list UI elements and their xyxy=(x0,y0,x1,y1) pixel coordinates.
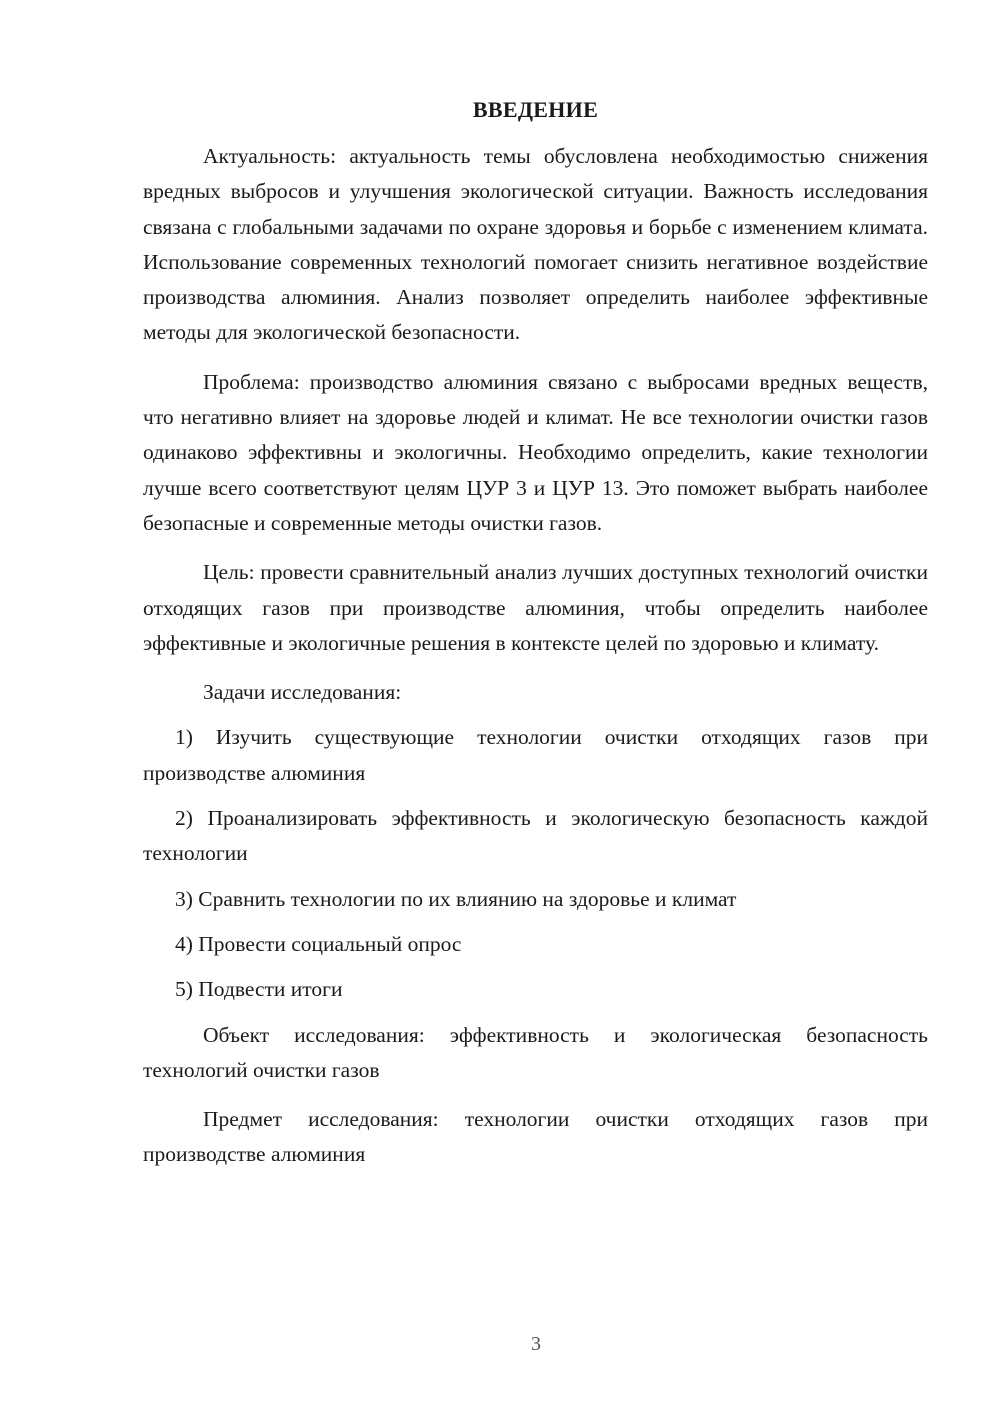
paragraph-subject: Предмет исследования: технологии очистки отходящих газов при производстве алюминия xyxy=(143,1107,928,1167)
task-item-1: 1) Изучить существующие технологии очистки отходящих газов при производстве алюминия xyxy=(143,725,928,785)
document-page xyxy=(143,94,928,1187)
tasks-title: Задачи исследования: xyxy=(203,680,402,705)
task-item-4: 4) Провести социальный опрос xyxy=(175,931,462,956)
paragraph-goal: Цель: провести сравнительный анализ лучших доступных технологий очистки отходящих газов при производстве алюминия, чтобы определить наиболее эффективные и экологичные решения в контексте целей по здоровью и климату. xyxy=(143,560,928,655)
task-item-2: 2) Проанализировать эффективность и экологическую безопасность каждой технологии xyxy=(143,806,928,866)
paragraph-problem: Проблема: производство алюминия связано с выбросами вредных веществ, что негативно влияет на здоровье людей и климат. Не все технологии очистки газов одинаково эффективны и экологичны. Необходимо определить, какие технологии лучше всего соответствуют целям ЦУР 3 и ЦУР 13. Это поможет выбрать наиболее безопасные и современные методы очистки газов. xyxy=(143,369,928,535)
paragraph-relevance: Актуальность: актуальность темы обусловлена необходимостью снижения вредных выбросов и улучшения экологической ситуации. Важность исследования связана с глобальными задачами по охране здоровья и борьбе с изменением климата. Использование современных технологий помогает снизить негативное воздействие производства алюминия. Анализ позволяет определить наиболее эффективные методы для экологической безопасности. xyxy=(143,144,928,345)
paragraph-object: Объект исследования: эффективность и экологическая безопасность технологий очистки газов xyxy=(143,1022,928,1082)
task-item-5: 5) Подвести итоги xyxy=(175,977,343,1002)
task-item-3: 3) Сравнить технологии по их влиянию на здоровье и климат xyxy=(175,886,737,911)
section-heading: ВВЕДЕНИЕ xyxy=(472,97,599,122)
page-number: 3 xyxy=(531,1333,541,1355)
